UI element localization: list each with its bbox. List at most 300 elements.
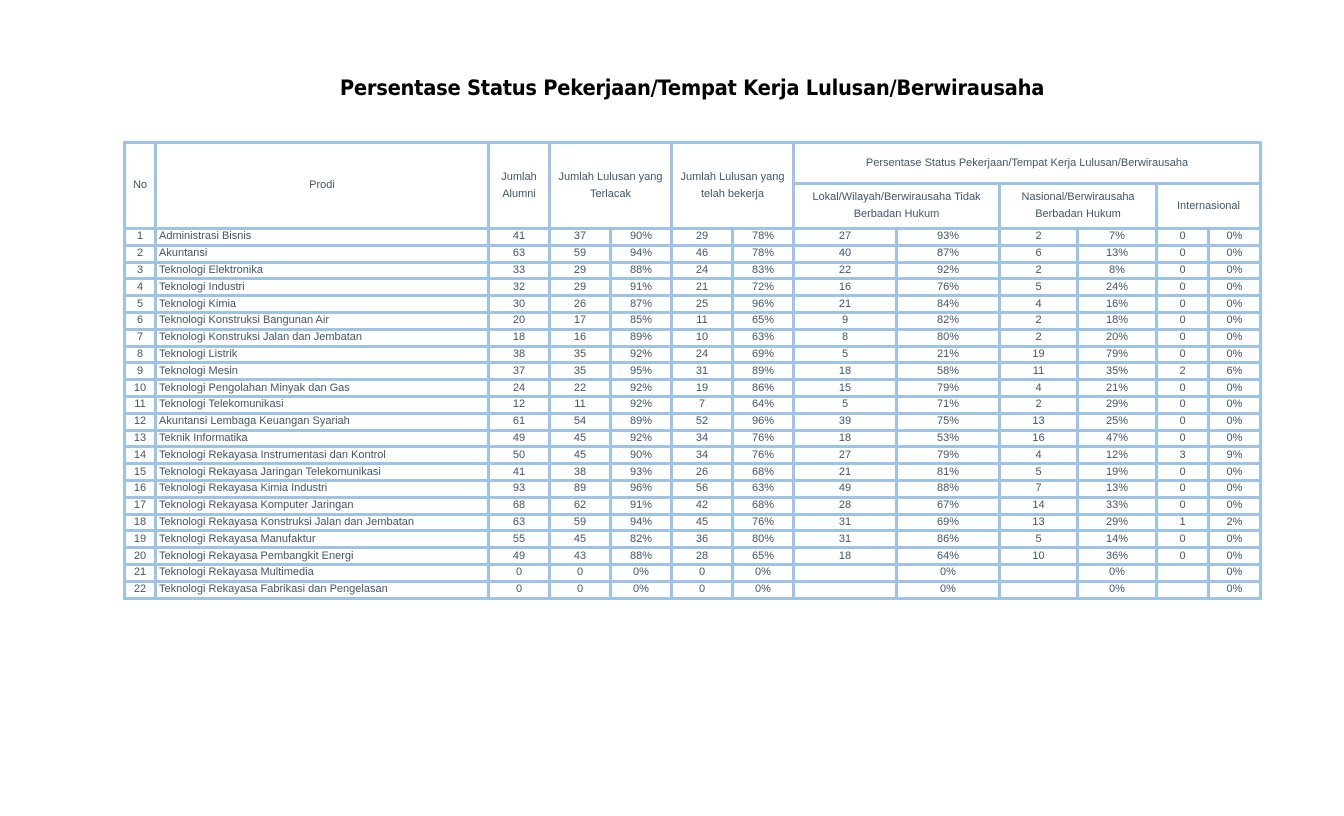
cell-terlacak: 54 [550,413,611,430]
cell-bekerja: 0 [672,581,733,598]
cell-prodi: Teknologi Rekayasa Multimedia [156,564,489,581]
cell-lokal-pct: 67% [897,497,1000,514]
cell-intl-pct: 0% [1209,245,1261,262]
cell-terlacak: 45 [550,531,611,548]
table-row [125,245,1261,262]
cell-nasional: 16 [1000,430,1078,447]
cell-lokal: 31 [794,514,897,531]
cell-intl: 0 [1157,380,1209,397]
cell-bekerja-pct: 76% [733,430,794,447]
cell-intl-pct: 0% [1209,229,1261,246]
cell-intl: 0 [1157,329,1209,346]
header-nasional: Nasional/Berwirausaha Berbadan Hukum [1000,184,1157,229]
cell-terlacak: 17 [550,312,611,329]
cell-lokal [794,564,897,581]
cell-alumni: 41 [489,229,550,246]
cell-nasional: 13 [1000,413,1078,430]
cell-bekerja: 28 [672,548,733,565]
cell-lokal-pct: 69% [897,514,1000,531]
cell-terlacak-pct: 90% [611,229,672,246]
cell-intl: 0 [1157,396,1209,413]
cell-terlacak-pct: 91% [611,497,672,514]
cell-terlacak: 62 [550,497,611,514]
cell-terlacak: 26 [550,296,611,313]
cell-alumni: 55 [489,531,550,548]
cell-bekerja-pct: 80% [733,531,794,548]
cell-terlacak-pct: 94% [611,245,672,262]
cell-bekerja: 21 [672,279,733,296]
cell-bekerja-pct: 69% [733,346,794,363]
cell-intl: 0 [1157,430,1209,447]
cell-alumni: 61 [489,413,550,430]
cell-nasional-pct: 19% [1078,464,1157,481]
cell-prodi: Teknologi Listrik [156,346,489,363]
cell-bekerja: 56 [672,480,733,497]
cell-prodi: Teknologi Elektronika [156,262,489,279]
cell-terlacak: 45 [550,430,611,447]
cell-bekerja-pct: 76% [733,514,794,531]
cell-intl: 3 [1157,447,1209,464]
cell-nasional-pct: 33% [1078,497,1157,514]
table-row [125,296,1261,313]
cell-bekerja: 0 [672,564,733,581]
cell-intl: 0 [1157,480,1209,497]
cell-bekerja: 26 [672,464,733,481]
cell-bekerja-pct: 68% [733,464,794,481]
cell-no: 7 [125,329,156,346]
cell-terlacak: 16 [550,329,611,346]
table-row [125,262,1261,279]
cell-nasional: 2 [1000,312,1078,329]
cell-nasional-pct: 29% [1078,396,1157,413]
cell-intl: 0 [1157,312,1209,329]
cell-nasional: 4 [1000,447,1078,464]
cell-lokal-pct: 58% [897,363,1000,380]
cell-intl-pct: 0% [1209,548,1261,565]
page-title: Persentase Status Pekerjaan/Tempat Kerja Lulusan/Berwirausaha [339,76,1045,100]
cell-intl: 0 [1157,262,1209,279]
cell-terlacak-pct: 88% [611,262,672,279]
table-row [125,514,1261,531]
cell-bekerja: 24 [672,346,733,363]
cell-intl-pct: 0% [1209,329,1261,346]
cell-lokal: 18 [794,430,897,447]
table-row [125,312,1261,329]
cell-nasional-pct: 0% [1078,581,1157,598]
cell-intl-pct: 0% [1209,531,1261,548]
cell-nasional-pct: 14% [1078,531,1157,548]
table-row [125,430,1261,447]
cell-nasional: 5 [1000,464,1078,481]
cell-prodi: Teknologi Rekayasa Pembangkit Energi [156,548,489,565]
cell-alumni: 50 [489,447,550,464]
cell-prodi: Akuntansi Lembaga Keuangan Syariah [156,413,489,430]
cell-prodi: Teknologi Kimia [156,296,489,313]
cell-nasional-pct: 29% [1078,514,1157,531]
cell-lokal: 21 [794,464,897,481]
cell-bekerja: 24 [672,262,733,279]
header-lokal: Lokal/Wilayah/Berwirausaha Tidak Berbadan Hukum [794,184,1000,229]
cell-bekerja-pct: 89% [733,363,794,380]
cell-bekerja: 7 [672,396,733,413]
cell-lokal: 18 [794,363,897,380]
header-internasional: Internasional [1157,184,1261,229]
cell-bekerja-pct: 63% [733,480,794,497]
cell-intl-pct: 0% [1209,296,1261,313]
cell-bekerja: 31 [672,363,733,380]
cell-terlacak-pct: 92% [611,396,672,413]
cell-nasional: 4 [1000,296,1078,313]
cell-intl-pct: 0% [1209,497,1261,514]
cell-bekerja-pct: 78% [733,245,794,262]
header-terlacak: Jumlah Lulusan yang Terlacak [550,143,672,229]
cell-alumni: 41 [489,464,550,481]
cell-terlacak-pct: 87% [611,296,672,313]
cell-nasional-pct: 20% [1078,329,1157,346]
cell-terlacak: 35 [550,363,611,380]
cell-alumni: 18 [489,329,550,346]
cell-terlacak-pct: 0% [611,564,672,581]
cell-prodi: Teknologi Konstruksi Jalan dan Jembatan [156,329,489,346]
cell-intl: 0 [1157,346,1209,363]
cell-lokal-pct: 93% [897,229,1000,246]
cell-bekerja: 52 [672,413,733,430]
cell-prodi: Teknologi Rekayasa Kimia Industri [156,480,489,497]
cell-nasional: 6 [1000,245,1078,262]
cell-bekerja: 29 [672,229,733,246]
cell-no: 4 [125,279,156,296]
table-row [125,413,1261,430]
cell-bekerja: 34 [672,447,733,464]
cell-intl: 0 [1157,531,1209,548]
cell-lokal: 21 [794,296,897,313]
cell-intl-pct: 0% [1209,380,1261,397]
cell-intl-pct: 0% [1209,396,1261,413]
cell-bekerja-pct: 83% [733,262,794,279]
cell-terlacak: 89 [550,480,611,497]
cell-alumni: 49 [489,548,550,565]
table-row [125,548,1261,565]
cell-lokal-pct: 0% [897,564,1000,581]
cell-bekerja: 36 [672,531,733,548]
cell-intl: 0 [1157,279,1209,296]
cell-terlacak-pct: 85% [611,312,672,329]
cell-prodi: Teknologi Pengolahan Minyak dan Gas [156,380,489,397]
cell-intl: 2 [1157,363,1209,380]
cell-bekerja-pct: 65% [733,548,794,565]
cell-alumni: 0 [489,581,550,598]
cell-nasional: 2 [1000,229,1078,246]
table-body [125,229,1261,599]
header-prodi: Prodi [156,143,489,229]
cell-intl-pct: 0% [1209,480,1261,497]
cell-intl: 0 [1157,296,1209,313]
cell-bekerja-pct: 78% [733,229,794,246]
header-jumlah-alumni: Jumlah Alumni [489,143,550,229]
cell-intl-pct: 0% [1209,564,1261,581]
cell-lokal: 27 [794,229,897,246]
cell-terlacak: 59 [550,514,611,531]
cell-nasional-pct: 13% [1078,245,1157,262]
cell-bekerja-pct: 96% [733,296,794,313]
cell-prodi: Teknologi Rekayasa Komputer Jaringan [156,497,489,514]
cell-alumni: 20 [489,312,550,329]
cell-terlacak-pct: 82% [611,531,672,548]
cell-nasional: 4 [1000,380,1078,397]
cell-terlacak-pct: 89% [611,329,672,346]
cell-terlacak-pct: 93% [611,464,672,481]
cell-prodi: Teknologi Rekayasa Manufaktur [156,531,489,548]
cell-bekerja: 42 [672,497,733,514]
cell-bekerja-pct: 0% [733,564,794,581]
cell-lokal-pct: 79% [897,447,1000,464]
cell-nasional-pct: 0% [1078,564,1157,581]
cell-nasional: 5 [1000,279,1078,296]
cell-bekerja: 45 [672,514,733,531]
table-row [125,229,1261,246]
cell-prodi: Administrasi Bisnis [156,229,489,246]
cell-lokal: 18 [794,548,897,565]
cell-lokal-pct: 88% [897,480,1000,497]
cell-terlacak-pct: 89% [611,413,672,430]
cell-nasional-pct: 24% [1078,279,1157,296]
cell-no: 19 [125,531,156,548]
cell-intl-pct: 0% [1209,464,1261,481]
table-row [125,531,1261,548]
header-bekerja: Jumlah Lulusan yang telah bekerja [672,143,794,229]
cell-nasional: 11 [1000,363,1078,380]
cell-no: 15 [125,464,156,481]
cell-nasional-pct: 25% [1078,413,1157,430]
cell-nasional-pct: 16% [1078,296,1157,313]
cell-lokal-pct: 87% [897,245,1000,262]
cell-terlacak: 29 [550,262,611,279]
cell-bekerja-pct: 64% [733,396,794,413]
cell-nasional: 19 [1000,346,1078,363]
cell-lokal: 28 [794,497,897,514]
cell-terlacak-pct: 96% [611,480,672,497]
cell-prodi: Teknologi Rekayasa Konstruksi Jalan dan Jembatan [156,514,489,531]
cell-intl-pct: 0% [1209,346,1261,363]
cell-intl-pct: 9% [1209,447,1261,464]
cell-no: 14 [125,447,156,464]
cell-nasional: 10 [1000,548,1078,565]
table-row [125,480,1261,497]
cell-lokal-pct: 64% [897,548,1000,565]
cell-lokal: 15 [794,380,897,397]
cell-lokal: 9 [794,312,897,329]
cell-lokal-pct: 75% [897,413,1000,430]
cell-nasional-pct: 8% [1078,262,1157,279]
cell-lokal-pct: 80% [897,329,1000,346]
cell-nasional-pct: 7% [1078,229,1157,246]
cell-prodi: Teknologi Mesin [156,363,489,380]
table-row [125,279,1261,296]
cell-no: 10 [125,380,156,397]
cell-alumni: 30 [489,296,550,313]
cell-alumni: 63 [489,514,550,531]
cell-prodi: Teknologi Rekayasa Jaringan Telekomunikasi [156,464,489,481]
cell-lokal: 40 [794,245,897,262]
header-persentase-group: Persentase Status Pekerjaan/Tempat Kerja Lulusan/Berwirausaha [794,143,1261,184]
cell-intl: 1 [1157,514,1209,531]
cell-intl: 0 [1157,464,1209,481]
table-row [125,564,1261,581]
cell-nasional-pct: 47% [1078,430,1157,447]
cell-bekerja-pct: 65% [733,312,794,329]
table-row [125,346,1261,363]
cell-no: 22 [125,581,156,598]
cell-nasional-pct: 13% [1078,480,1157,497]
cell-terlacak-pct: 90% [611,447,672,464]
cell-no: 17 [125,497,156,514]
cell-lokal: 8 [794,329,897,346]
cell-intl: 0 [1157,497,1209,514]
cell-bekerja-pct: 76% [733,447,794,464]
cell-alumni: 37 [489,363,550,380]
cell-alumni: 32 [489,279,550,296]
cell-nasional-pct: 12% [1078,447,1157,464]
table-row [125,497,1261,514]
table-row [125,380,1261,397]
cell-terlacak-pct: 91% [611,279,672,296]
cell-bekerja-pct: 72% [733,279,794,296]
cell-bekerja-pct: 63% [733,329,794,346]
cell-terlacak: 0 [550,581,611,598]
cell-lokal-pct: 86% [897,531,1000,548]
cell-bekerja: 10 [672,329,733,346]
cell-alumni: 49 [489,430,550,447]
cell-lokal: 5 [794,346,897,363]
cell-intl [1157,564,1209,581]
cell-prodi: Teknologi Telekomunikasi [156,396,489,413]
table-row [125,447,1261,464]
cell-lokal-pct: 21% [897,346,1000,363]
cell-terlacak-pct: 0% [611,581,672,598]
cell-intl [1157,581,1209,598]
cell-lokal-pct: 71% [897,396,1000,413]
cell-no: 18 [125,514,156,531]
cell-intl-pct: 0% [1209,413,1261,430]
cell-terlacak: 38 [550,464,611,481]
cell-bekerja: 11 [672,312,733,329]
table-row [125,464,1261,481]
cell-lokal: 5 [794,396,897,413]
cell-lokal: 39 [794,413,897,430]
cell-bekerja-pct: 68% [733,497,794,514]
table-row [125,329,1261,346]
cell-intl-pct: 0% [1209,262,1261,279]
cell-terlacak: 59 [550,245,611,262]
cell-terlacak-pct: 92% [611,380,672,397]
cell-prodi: Teknik Informatika [156,430,489,447]
cell-lokal: 16 [794,279,897,296]
table-row [125,363,1261,380]
header-no: No [125,143,156,229]
cell-nasional: 2 [1000,396,1078,413]
table-row [125,581,1261,598]
cell-no: 13 [125,430,156,447]
cell-terlacak: 22 [550,380,611,397]
cell-nasional-pct: 36% [1078,548,1157,565]
cell-bekerja: 46 [672,245,733,262]
cell-alumni: 24 [489,380,550,397]
cell-no: 1 [125,229,156,246]
cell-no: 8 [125,346,156,363]
cell-bekerja: 25 [672,296,733,313]
cell-lokal-pct: 82% [897,312,1000,329]
cell-intl: 0 [1157,229,1209,246]
cell-prodi: Teknologi Konstruksi Bangunan Air [156,312,489,329]
cell-no: 12 [125,413,156,430]
cell-lokal: 22 [794,262,897,279]
employment-status-table [123,141,1262,600]
cell-intl: 0 [1157,245,1209,262]
cell-lokal-pct: 53% [897,430,1000,447]
cell-alumni: 0 [489,564,550,581]
cell-terlacak: 37 [550,229,611,246]
cell-terlacak-pct: 92% [611,346,672,363]
cell-alumni: 93 [489,480,550,497]
cell-nasional: 5 [1000,531,1078,548]
cell-alumni: 33 [489,262,550,279]
cell-alumni: 12 [489,396,550,413]
cell-alumni: 63 [489,245,550,262]
cell-bekerja-pct: 0% [733,581,794,598]
cell-intl-pct: 2% [1209,514,1261,531]
cell-intl: 0 [1157,413,1209,430]
cell-lokal-pct: 76% [897,279,1000,296]
cell-lokal [794,581,897,598]
table-row [125,396,1261,413]
cell-lokal-pct: 81% [897,464,1000,481]
cell-lokal-pct: 79% [897,380,1000,397]
cell-bekerja: 19 [672,380,733,397]
cell-nasional: 14 [1000,497,1078,514]
cell-intl-pct: 0% [1209,581,1261,598]
cell-nasional: 2 [1000,329,1078,346]
cell-terlacak: 45 [550,447,611,464]
cell-alumni: 68 [489,497,550,514]
cell-prodi: Teknologi Rekayasa Instrumentasi dan Kontrol [156,447,489,464]
cell-prodi: Akuntansi [156,245,489,262]
cell-terlacak: 0 [550,564,611,581]
cell-terlacak: 43 [550,548,611,565]
cell-lokal: 31 [794,531,897,548]
cell-no: 16 [125,480,156,497]
cell-lokal: 49 [794,480,897,497]
cell-prodi: Teknologi Industri [156,279,489,296]
cell-terlacak: 35 [550,346,611,363]
cell-no: 3 [125,262,156,279]
cell-nasional-pct: 18% [1078,312,1157,329]
cell-intl-pct: 0% [1209,279,1261,296]
cell-no: 9 [125,363,156,380]
cell-nasional-pct: 21% [1078,380,1157,397]
cell-no: 6 [125,312,156,329]
cell-bekerja-pct: 96% [733,413,794,430]
cell-terlacak-pct: 95% [611,363,672,380]
cell-terlacak-pct: 88% [611,548,672,565]
cell-nasional: 7 [1000,480,1078,497]
cell-terlacak: 11 [550,396,611,413]
cell-bekerja: 34 [672,430,733,447]
cell-lokal-pct: 92% [897,262,1000,279]
cell-nasional [1000,581,1078,598]
cell-no: 5 [125,296,156,313]
cell-no: 2 [125,245,156,262]
cell-intl-pct: 6% [1209,363,1261,380]
